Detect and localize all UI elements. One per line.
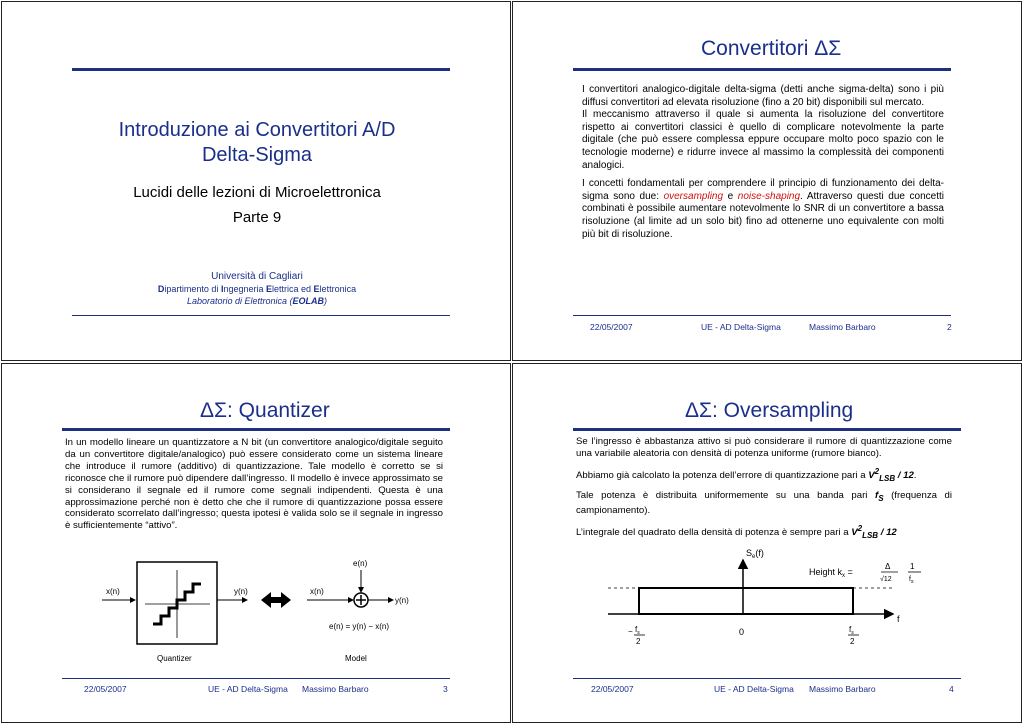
double-arrow-icon [261, 592, 291, 608]
paragraph-4: L’integrale del quadrato della densità di potenza è sempre pari a $V^2_{LSB} / 12$ [576, 523, 897, 541]
slide-3-title: ΔΣ: Quantizer [200, 399, 330, 422]
slide-2-title: Convertitori ΔΣ [701, 37, 842, 60]
xn-label: x(n) [106, 587, 120, 596]
slide-1-title-line-2: Delta-Sigma [201, 144, 313, 166]
fs-label: $f_s$ [909, 576, 914, 585]
slide-2-body [582, 84, 944, 247]
quantizer-caption: Quantizer [157, 654, 192, 663]
slide-1-subtitle-line-2: Parte 9 [232, 209, 282, 226]
title-rule [573, 68, 951, 71]
paragraph-1: Se l’ingresso è abbastanza attivo si può considerare il rumore di quantizzazione come una variabile aleatoria con densità di potenza uniforme (rumore bianco). [576, 436, 952, 459]
slide-1 [1, 1, 511, 361]
footer-course: UE - AD Delta-Sigma [701, 322, 781, 332]
paragraph-2: Il meccanismo attraverso il quale si aumenta la risoluzione del convertitore rispetto ai convertitori classici è quello di complicare notevolmente la parte digitale (che può essere complessa eppure occupare molto poco spazio con le tecnologie moderne) e ridurre invece al massimo la complessità dei componenti analogici. [582, 109, 944, 171]
right-two-label: 2 [850, 637, 855, 646]
noise-psd-figure [603, 542, 933, 654]
left-two-label: 2 [636, 637, 641, 646]
footer-page: 2 [947, 322, 952, 332]
height-label: Height $k_x$ = [809, 567, 853, 579]
footer-date: 22/05/2007 [590, 322, 633, 332]
yn-model-label: y(n) [395, 596, 409, 605]
paragraph-1: I convertitori analogico-digitale delta-sigma (detti anche sigma-delta) sono i più diffusi convertitori ad elevata risoluzione (fino a 20 bit) disponibili sul mercato. [582, 84, 944, 108]
footer-rule [573, 678, 961, 679]
slide-4-title: ΔΣ: Oversampling [685, 399, 854, 422]
slide-1-title-line-1: Introduzione ai Convertitori A/D [118, 119, 396, 141]
yn-label: y(n) [234, 587, 248, 596]
footer-date: 22/05/2007 [591, 684, 634, 694]
f-axis-label: f [897, 614, 900, 624]
one-label: 1 [910, 562, 915, 571]
sqrt12-label: √12 [880, 576, 892, 583]
footer-date: 22/05/2007 [84, 684, 127, 694]
lab-name: Laboratorio di Elettronica (EOLAB) [186, 296, 328, 306]
quantizer-figure [97, 554, 417, 664]
university-name: Università di Cagliari [211, 271, 303, 282]
title-rule [62, 428, 450, 431]
footer-rule [573, 315, 951, 316]
xn-model-label: x(n) [310, 587, 324, 596]
slide-4-body [576, 436, 952, 548]
paragraph-2: Abbiamo già calcolato la potenza dell’errore di quantizzazione pari a $V^2_{LSB} / 12$. [576, 466, 917, 483]
uniform-density-rect [639, 588, 853, 614]
oversampling-term: oversampling [663, 190, 724, 202]
slide-3-body: In un modello lineare un quantizzatore a N bit (un convertitore analogico/digitale seguito da un convertitore digitale/analogico) può essere considerato come un sistema lineare che introduce il rumore (additivo) di quantizzazione. Tale modello è corretto se si riconosce che il rumore può dipendere dall’ingresso. Il modello è invece approssimato se si considerano il segnale ed il rumore come segnali indipendenti. Questa è una approssimazione perché non è detto che che il rumore di quantizzazione possa essere considerato scorrelato dall’ingresso; questa ipotesi è valida solo se il segnale in ingresso è sufficientemente “attivo”. [65, 437, 443, 532]
paragraph-3: Tale potenza è distribuita uniformemente su una banda pari $f_S$ (frequenza di campionamento). [576, 490, 952, 517]
paragraph-3: I concetti fondamentali per comprendere il principio di funzionamento dei delta-sigma sono due: oversampling e noise-shaping. Attraverso questi due concetti combinati è possibile aumentare notevolmente lo SNR di un convertitore a bassa risoluzione (al limite ad un solo bit) fino ad ottenerne uno equivalente con molti più bit di risoluzione. [582, 178, 944, 240]
footer-author: Massimo Barbaro [809, 684, 876, 694]
department-name: Dipartimento di Ingegneria Elettrica ed Elettronica [157, 284, 357, 294]
delta-label: Δ [885, 562, 891, 571]
zero-label: 0 [739, 627, 745, 637]
footer-author: Massimo Barbaro [809, 322, 876, 332]
model-caption: Model [345, 654, 367, 663]
slide-4 [512, 363, 1022, 723]
footer-course: UE - AD Delta-Sigma [714, 684, 794, 694]
slide-1-subtitle-line-1: Lucidi delle lezioni di Microelettronica [133, 184, 381, 201]
neg-sign: − [628, 627, 633, 636]
title-rule-top [72, 68, 450, 71]
footer-page: 3 [443, 684, 448, 694]
footer-author: Massimo Barbaro [302, 684, 369, 694]
left-fs-label: $f_s$ [635, 625, 640, 636]
footer-course: UE - AD Delta-Sigma [208, 684, 288, 694]
noise-shaping-term: noise-shaping [737, 190, 801, 202]
en-label: e(n) [353, 559, 368, 568]
se-label: $S_e(f)$ [746, 548, 764, 560]
bottom-rule [72, 315, 450, 316]
slide-2 [512, 1, 1022, 361]
model-equation: e(n) = y(n) − x(n) [329, 622, 390, 631]
title-rule [573, 428, 961, 431]
right-fs-label: $f_s$ [849, 625, 854, 636]
footer-rule [62, 678, 450, 679]
slide-3 [1, 363, 511, 723]
footer-page: 4 [949, 684, 954, 694]
